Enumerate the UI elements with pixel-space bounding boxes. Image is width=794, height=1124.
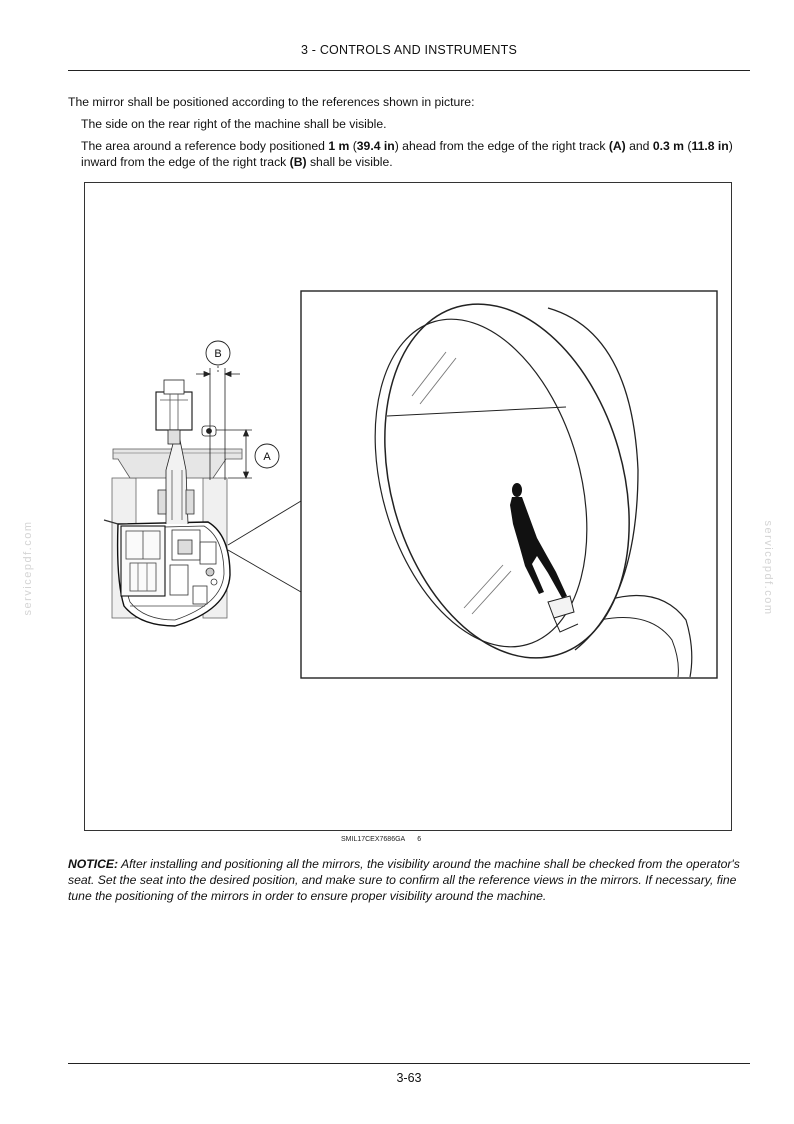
notice-text: After installing and positioning all the mirrors, the visibility around the machine shall be checked from the operator's seat. Set the seat into the desired position, and make sure to confirm all the reference views in the mirrors. If necessary, fine tune the positioning of the mirrors in order to ensure proper visibility around the machine. — [68, 857, 740, 903]
notice-label: NOTICE: — [68, 857, 119, 871]
figure-number: 6 — [417, 836, 422, 843]
area-bold-a: (A) — [608, 139, 626, 153]
area-bold-b: (B) — [289, 155, 307, 169]
area-text-3: ) ahead from the edge of the right track — [394, 139, 609, 153]
watermark-left: servicepdf.com — [22, 520, 34, 616]
area-bold-39in: 39.4 in — [356, 139, 395, 153]
area-bold-11in: 11.8 in — [691, 139, 729, 153]
callout-a — [255, 444, 279, 468]
callout-b — [206, 341, 230, 365]
page-header-title: 3 - CONTROLS AND INSTRUMENTS — [300, 43, 518, 57]
figure-caption — [341, 836, 421, 843]
area-text-2: ( — [349, 139, 357, 153]
zoom-leader-lines — [228, 501, 301, 592]
watermark-right: servicepdf.com — [762, 520, 774, 616]
callout-b-label: B — [214, 348, 222, 360]
area-bold-03m: 0.3 m — [652, 139, 685, 153]
page-number: 3-63 — [396, 1071, 422, 1085]
area-text-4: and — [625, 139, 653, 153]
callout-a-label: A — [263, 451, 271, 463]
area-text-6: ) inward from the edge of the right track — [81, 139, 733, 169]
area-text-5: ( — [684, 139, 692, 153]
area-bold-1m: 1 m — [328, 139, 350, 153]
footer-rule — [68, 1063, 750, 1064]
area-text-7: shall be visible. — [306, 155, 393, 169]
intro-paragraph: The mirror shall be positioned according to the references shown in picture: — [68, 95, 475, 109]
notice-paragraph — [68, 856, 750, 904]
figure-image-code: SMIL17CEX7686GA — [341, 836, 406, 843]
excavator-top-view — [104, 380, 242, 626]
rear-side-paragraph: The side on the rear right of the machine shall be visible. — [81, 117, 387, 131]
area-text-1: The area around a reference body positioned — [81, 139, 329, 153]
